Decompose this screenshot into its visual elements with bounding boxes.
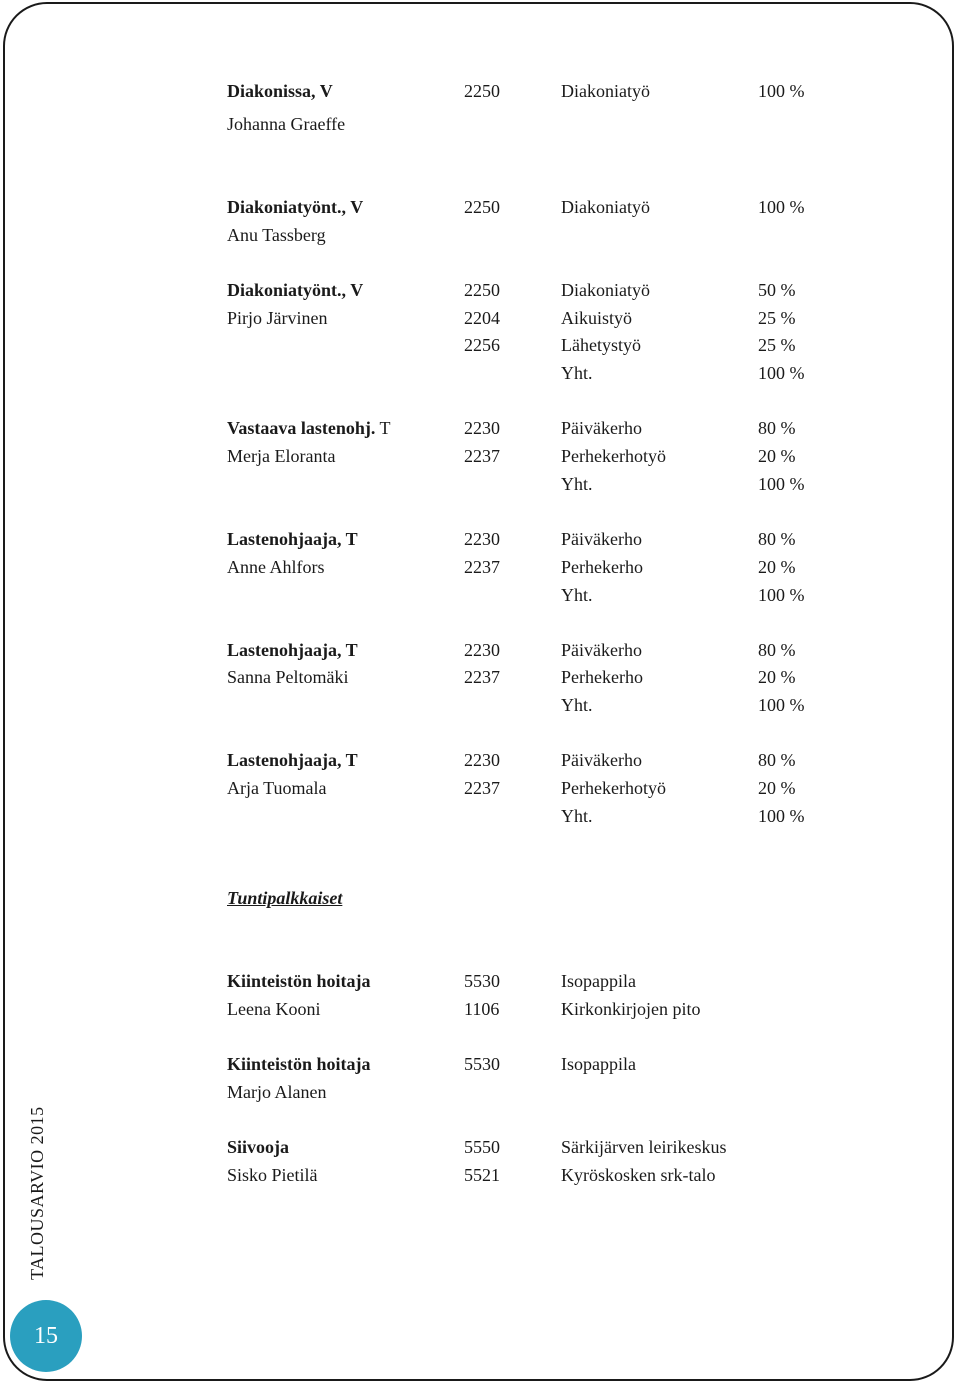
- job-title: Lastenohjaaja, T: [227, 640, 358, 660]
- account-code: 2230: [464, 418, 500, 438]
- employee-name: Merja Eloranta: [227, 446, 336, 466]
- share: 50 %: [758, 280, 796, 300]
- share: 100 %: [758, 81, 805, 101]
- employee-name: Sisko Pietilä: [227, 1165, 318, 1185]
- job-title: Diakonissa, V: [227, 81, 333, 101]
- table-row: [227, 637, 847, 663]
- share: 20 %: [758, 557, 796, 577]
- total-label: Yht.: [561, 585, 593, 605]
- table-row: [227, 747, 847, 773]
- employee-name: Anne Ahlfors: [227, 557, 325, 577]
- activity: Päiväkerho: [561, 418, 642, 438]
- total-row: [227, 471, 847, 497]
- table-row: [227, 775, 847, 801]
- activity: Perhekerho: [561, 667, 643, 687]
- employee-name: Johanna Graeffe: [227, 114, 346, 134]
- account-code: 5530: [464, 1054, 500, 1074]
- employee-name: Pirjo Järvinen: [227, 308, 328, 328]
- job-title: [227, 415, 391, 441]
- share: 80 %: [758, 529, 796, 549]
- job-title: Diakoniatyönt., V: [227, 197, 364, 217]
- account-code: 2237: [464, 778, 500, 798]
- activity: Isopappila: [561, 971, 636, 991]
- account-code: 2237: [464, 446, 500, 466]
- account-code: 2256: [464, 335, 500, 355]
- table-row: [227, 415, 847, 441]
- table-row: [227, 222, 847, 248]
- account-code: 1106: [464, 999, 500, 1019]
- table-row: [227, 78, 847, 104]
- total-share: 100 %: [758, 585, 805, 605]
- account-code: 2230: [464, 750, 500, 770]
- total-row: [227, 360, 847, 386]
- table-row: [227, 1134, 847, 1160]
- account-code: 2237: [464, 557, 500, 577]
- share: 80 %: [758, 750, 796, 770]
- account-code: 5521: [464, 1165, 500, 1185]
- employee-name: Arja Tuomala: [227, 778, 327, 798]
- activity: Päiväkerho: [561, 750, 642, 770]
- employee-name: Marjo Alanen: [227, 1082, 327, 1102]
- job-title: Lastenohjaaja, T: [227, 750, 358, 770]
- total-label: Yht.: [561, 695, 593, 715]
- account-code: 2250: [464, 197, 500, 217]
- section-title-hourly: Tuntipalkkaiset: [227, 888, 343, 908]
- account-code: 2230: [464, 529, 500, 549]
- table-row: [227, 1051, 847, 1077]
- activity: Kyröskosken srk-talo: [561, 1165, 716, 1185]
- share: 25 %: [758, 308, 796, 328]
- share: 25 %: [758, 335, 796, 355]
- share: 80 %: [758, 418, 796, 438]
- job-title: Siivooja: [227, 1137, 290, 1157]
- share: 80 %: [758, 640, 796, 660]
- share: 20 %: [758, 667, 796, 687]
- total-share: 100 %: [758, 474, 805, 494]
- share: 100 %: [758, 197, 805, 217]
- activity: Lähetystyö: [561, 335, 641, 355]
- employee-name: Leena Kooni: [227, 999, 321, 1019]
- activity: Diakoniatyö: [561, 81, 650, 101]
- activity: Aikuistyö: [561, 308, 633, 328]
- table-row: [227, 305, 847, 331]
- table-row: [227, 1162, 847, 1188]
- table-row: [227, 194, 847, 220]
- job-title-suffix: T: [379, 418, 391, 438]
- activity: Päiväkerho: [561, 529, 642, 549]
- job-title: Kiinteistön hoitaja: [227, 1054, 371, 1074]
- total-share: 100 %: [758, 695, 805, 715]
- table-row: [227, 996, 847, 1022]
- job-title: Kiinteistön hoitaja: [227, 971, 371, 991]
- account-code: 2237: [464, 667, 500, 687]
- table-row: [227, 443, 847, 469]
- total-share: 100 %: [758, 363, 805, 383]
- table-row: [227, 111, 847, 137]
- total-row: [227, 692, 847, 718]
- share: 20 %: [758, 778, 796, 798]
- activity: Perhekerhotyö: [561, 446, 666, 466]
- account-code: 2204: [464, 308, 500, 328]
- activity: Isopappila: [561, 1054, 636, 1074]
- table-row: [227, 1079, 847, 1105]
- job-title-main: Vastaava lastenohj.: [227, 418, 376, 438]
- table-row: [227, 332, 847, 358]
- job-title: Lastenohjaaja, T: [227, 529, 358, 549]
- table-row: [227, 277, 847, 303]
- job-title: Diakoniatyönt., V: [227, 280, 364, 300]
- employee-name: Anu Tassberg: [227, 225, 326, 245]
- total-row: [227, 582, 847, 608]
- activity: Diakoniatyö: [561, 197, 650, 217]
- table-row: [227, 968, 847, 994]
- activity: Perhekerho: [561, 557, 643, 577]
- total-label: Yht.: [561, 363, 593, 383]
- activity: Kirkonkirjojen pito: [561, 999, 701, 1019]
- account-code: 5530: [464, 971, 500, 991]
- account-code: 2250: [464, 280, 500, 300]
- activity: Diakoniatyö: [561, 280, 650, 300]
- employee-name: Sanna Peltomäki: [227, 667, 349, 687]
- page-number: 15: [10, 1300, 82, 1372]
- activity: Päiväkerho: [561, 640, 642, 660]
- table-row: [227, 664, 847, 690]
- account-code: 5550: [464, 1137, 500, 1157]
- account-code: 2230: [464, 640, 500, 660]
- account-code: 2250: [464, 81, 500, 101]
- total-row: [227, 803, 847, 829]
- table-row: [227, 526, 847, 552]
- total-label: Yht.: [561, 806, 593, 826]
- total-label: Yht.: [561, 474, 593, 494]
- table-row: [227, 554, 847, 580]
- document-side-label: TALOUSARVIO 2015: [27, 1106, 47, 1280]
- total-share: 100 %: [758, 806, 805, 826]
- activity: Särkijärven leirikeskus: [561, 1137, 727, 1157]
- activity: Perhekerhotyö: [561, 778, 666, 798]
- share: 20 %: [758, 446, 796, 466]
